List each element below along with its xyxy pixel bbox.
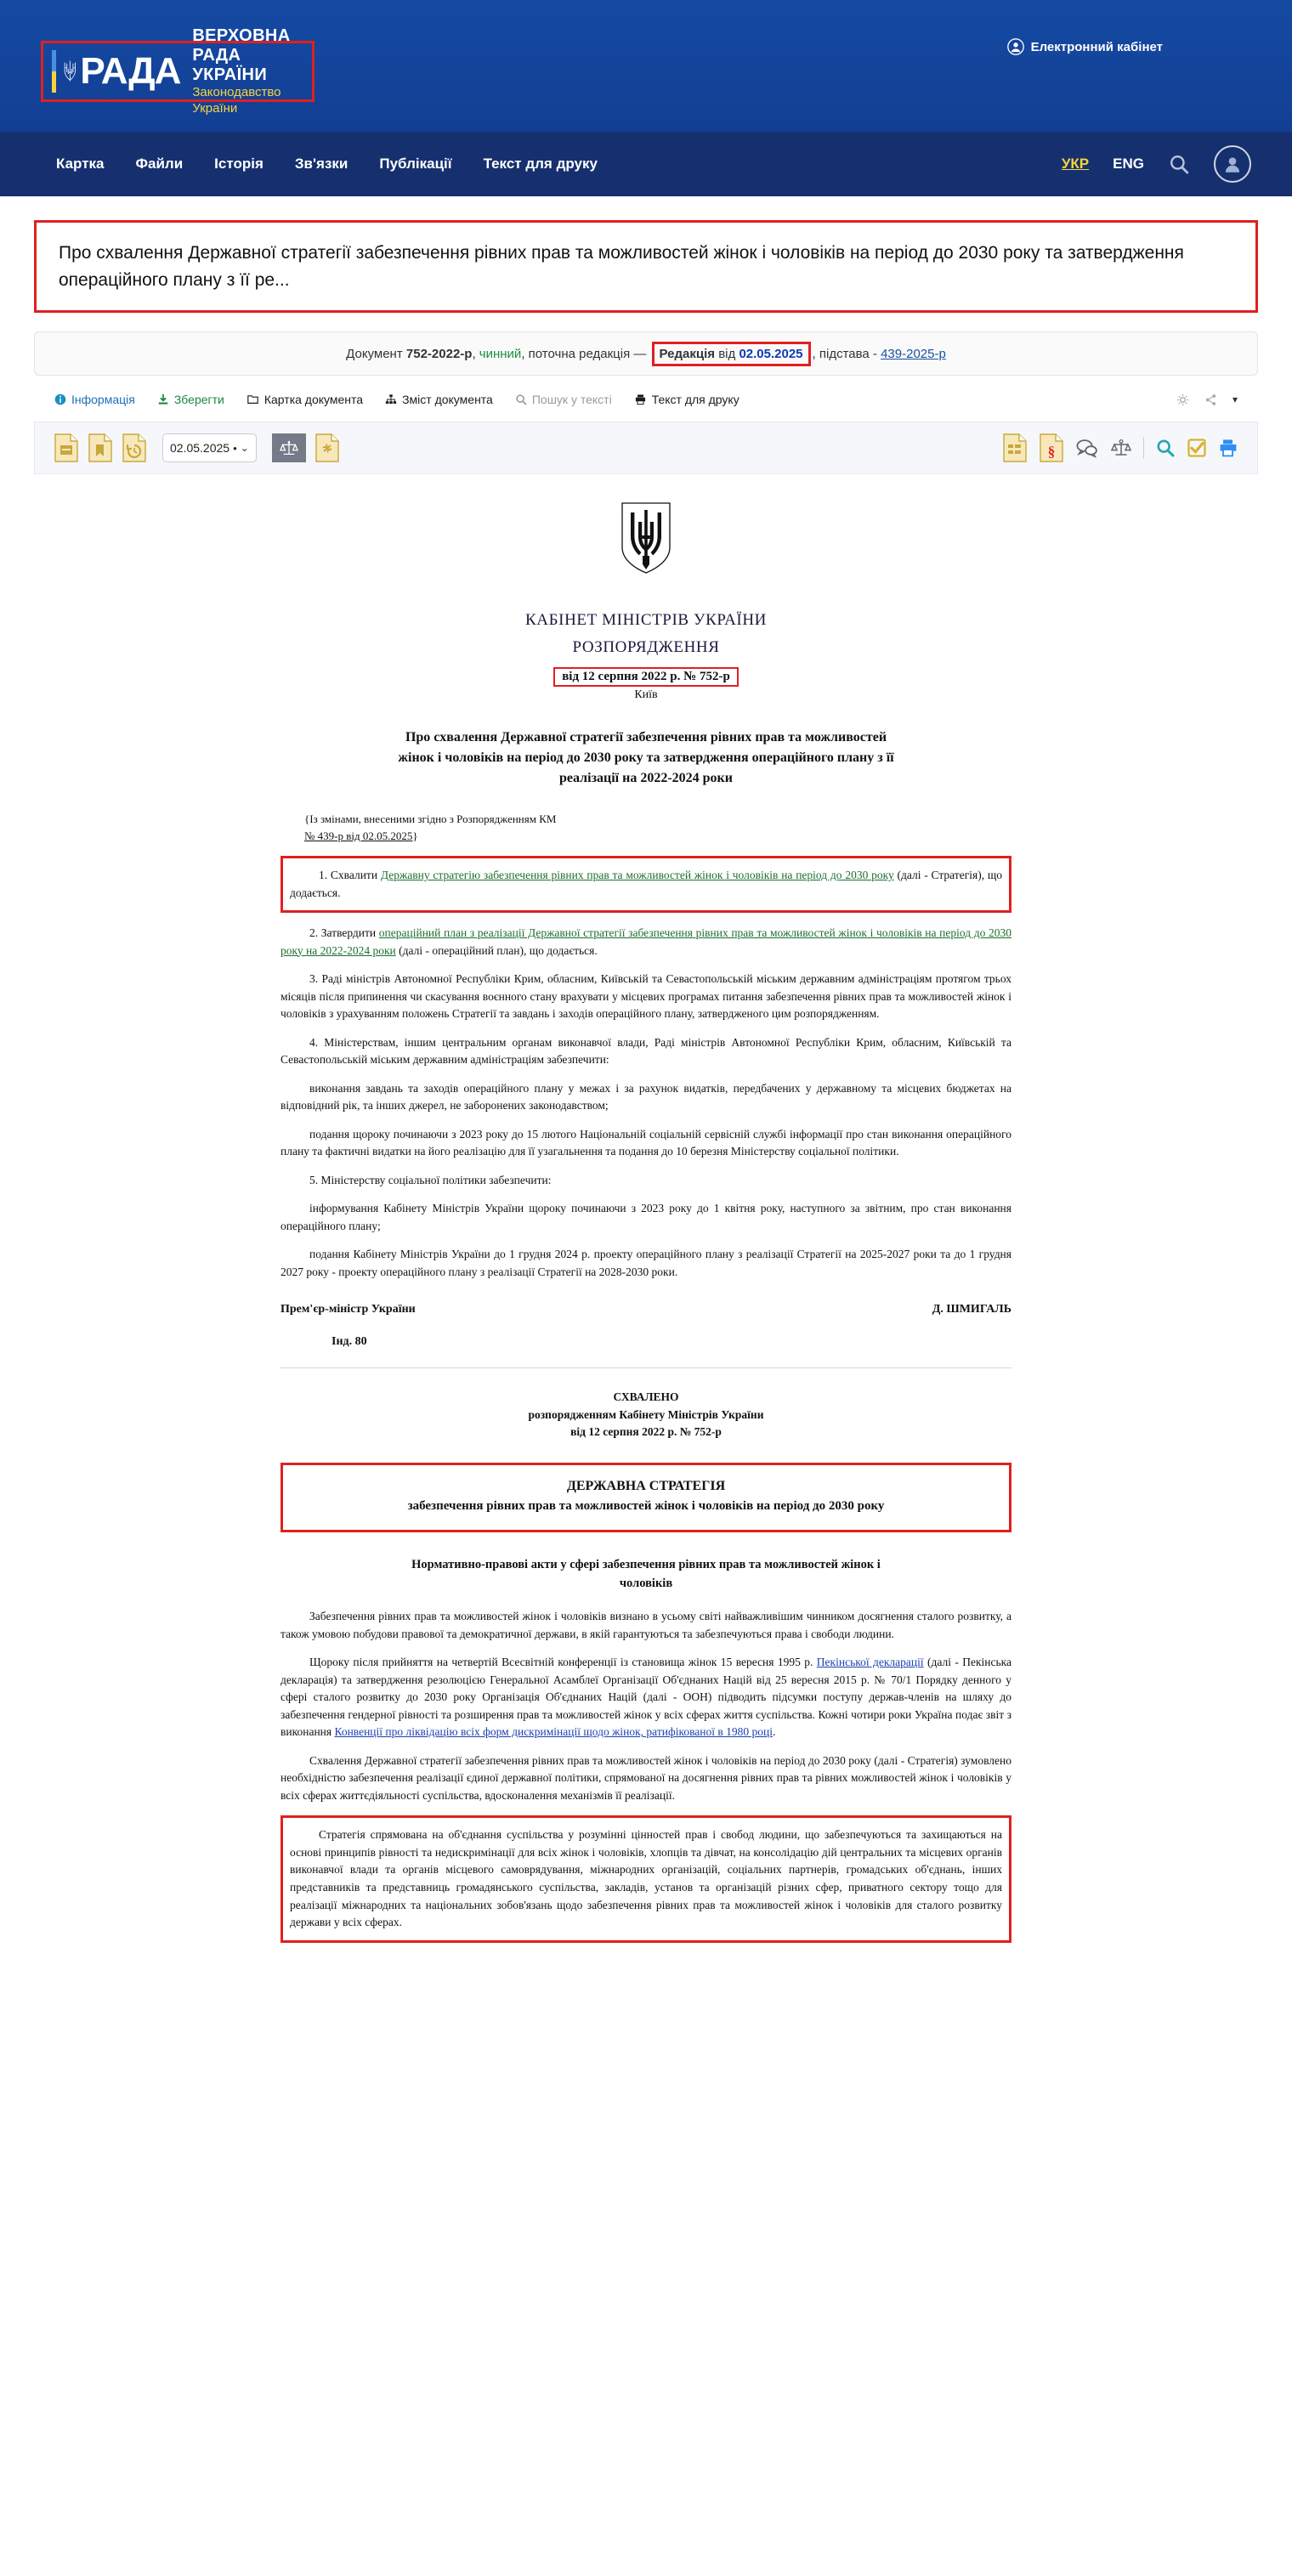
item-2-paragraph [280,925,1012,960]
tool-information-label: Інформація [71,393,135,406]
svg-text:§: § [1047,444,1056,460]
chevron-down-icon[interactable]: ▾ [1232,393,1238,405]
section-heading: Нормативно-правові акти у сфері забезпечення рівних прав та можливостей жінок і чоловіків [411,1557,881,1590]
tool-search-in-text-label: Пошук у тексті [531,393,612,406]
user-circle-icon [1007,38,1024,55]
history-doc-icon[interactable] [122,433,147,462]
convention-link[interactable]: Конвенції про ліквідацію всіх форм дискримінації щодо жінок, ратифікованої в 1980 році [334,1725,773,1739]
tool-document-card[interactable] [246,393,363,406]
beijing-declaration-link[interactable]: Пекінської декларації [816,1656,924,1669]
amendment-note [304,811,1012,844]
search-teal-icon[interactable] [1155,438,1176,458]
nav-links [56,156,598,173]
approval-block [382,1389,910,1441]
revision-date-value: 02.05.2025 [170,441,230,455]
nav-item-kartka[interactable]: Картка [56,156,105,172]
amendment-close: } [412,829,418,842]
item-4a-paragraph: виконання завдань та заходів операційного плану у межах і за рахунок видатків, передбачених у державному та місцевих бюджетах на відповідний рік, та інших джерел, не заборонених законодавством; [280,1081,1012,1112]
body-paragraph-3: Схвалення Державної стратегії забезпечення рівних прав та можливостей жінок і чоловіків на період до 2030 року (далі - Стратегія) зумовлено необхідністю забезпечення реалізації єдиної державної політики, спрямованої на досягнення рівних прав та рівних можливостей жінок і чоловіків у всіх сферах життєдіяльності суспільства, вдосконалення механізмів її реалізації. [280,1753,1012,1802]
strategy-title-line-2: забезпечення рівних прав та можливостей жінок і чоловіків на період до 2030 року [407,1499,885,1514]
body-paragraph-2 [280,1654,1012,1741]
item-3-paragraph: 3. Раді міністрів Автономної Республіки Крим, обласним, Київській та Севастопольській міським державним адміністраціям протягом трьох місяців після припинення чи скасування воєнного стану врахувати у місцевих програмах питання забезпечення рівних прав та можливостей жінок і чоловіків з урахуванням положень Стратегії та завдань і заходів операційного плану, затвердженого цим розпорядженням. [280,972,1012,1021]
tool-save[interactable] [157,393,224,406]
info-icon [54,393,66,405]
item-2-prefix: 2. Затвердити [309,926,379,940]
sitemap-icon [385,393,397,405]
item-2-suffix: (далі - операційний план), що додається. [395,943,598,957]
document-toolbar-right [1002,433,1238,462]
status-state: чинний [479,346,522,361]
index-number: Інд. 80 [332,1335,367,1349]
item-5a-paragraph: інформування Кабінету Міністрів України щороку починаючи з 2023 року до 1 квітня року, наступного за звітним, про стан виконання операційного плану; [280,1202,1012,1232]
tool-search-in-text[interactable] [515,393,612,406]
section-divider [280,1367,1012,1368]
redaction-mid: від [718,346,736,361]
item-1-prefix: 1. Схвалити [319,869,381,881]
document-heading: Про схвалення Державної стратегії забезпечення рівних прав та можливостей жінок і чоловіків на період до 2030 року та затвердження операційного плану з її реалізації на 2022-2024 роки [398,730,894,785]
approval-line-1: СХВАЛЕНО [613,1390,679,1404]
document-body [280,474,1012,1989]
ukraine-coat-of-arms-icon [620,501,672,575]
highlighted-strategy-title [280,1463,1012,1532]
nav-item-zviazky[interactable]: Зв'язки [294,156,348,172]
body-paragraph-1: Забезпечення рівних прав та можливостей жінок і чоловіків визнано в усьому світі найважливішим чинником досягнення сталого розвитку, а також умовою побудови правової та демократичної держави, в якій гарантуються та забезпечуються права і свободи людини. [280,1610,1012,1640]
document-toolbar [34,422,1258,474]
link-doc-icon[interactable] [314,433,340,462]
basis-label: підстава - [819,346,877,361]
document-type: РОЗПОРЯДЖЕННЯ [572,638,720,656]
redaction-date: 02.05.2025 [739,346,803,361]
comments-icon[interactable] [1075,438,1099,458]
scales-icon [280,439,298,457]
gear-icon[interactable] [1176,393,1189,406]
amendment-line1: {Із змінами, внесеними згідно з Розпорядженням КМ [304,812,557,825]
site-logo[interactable] [41,25,314,116]
nav-item-faily[interactable]: Файли [135,156,184,172]
nav-item-istoria[interactable]: Історія [214,156,264,172]
item-4-paragraph: 4. Міністерствам, іншим центральним органам виконавчої влади, Раді міністрів Автономної Республіки Крим, обласним, Київській та Севастопольській міським державним адміністраціям забезпечити: [280,1035,1012,1067]
tool-information[interactable] [54,393,135,406]
search-icon[interactable] [1168,153,1190,175]
issuing-authority: КАБІНЕТ МІНІСТРІВ УКРАЇНИ [525,611,767,629]
tool-row-right [1176,393,1238,406]
body-paragraph-2-part-a: Щороку після прийняття на четвертій Всесвітній конференції із становища жінок 15 вересня 1995 р. [309,1656,817,1669]
avatar-person-icon [1221,153,1244,175]
item-4b-paragraph: подання щороку починаючи з 2023 року до 15 лютого Національній соціальній сервісній службі інформації про стан виконання операційного плану та фактичні видатки на його реалізацію для її узагальнення та подання до 10 березня Міністерству соціальної політики. [280,1127,1012,1158]
compare-revisions-button[interactable] [272,433,306,462]
electronic-cabinet-label: Електронний кабінет [1030,39,1163,54]
signatory-name: Д. ШМИГАЛЬ [932,1303,1012,1316]
bookmark-doc-icon[interactable] [88,433,113,462]
tool-document-contents-label: Зміст документа [402,393,493,406]
document-date-number: від 12 серпня 2022 р. № 752-р [553,667,739,687]
toolbar-divider [1143,437,1144,459]
lang-switch-ukr[interactable]: УКР [1061,156,1090,172]
logo-word: РАДА [80,50,181,92]
revision-date-select[interactable] [162,433,257,462]
document-status-bar: Документ 752-2022-р , чинний , поточна редакція — Редакція від 02.05.2025 , підстава - 439-2025-р [34,331,1258,376]
tool-print-text[interactable] [634,393,740,406]
item-5-paragraph: 5. Міністерству соціальної політики забезпечити: [309,1173,552,1186]
nav-right-controls [1062,145,1251,183]
document-tools [34,376,1258,406]
lang-switch-eng[interactable]: ENG [1113,156,1144,172]
signature-row [280,1303,1012,1316]
ukraine-flag-bar-icon [52,50,56,93]
body-paragraph-2-part-c: . [772,1725,776,1739]
nav-item-publikacii[interactable]: Публікації [379,156,452,172]
electronic-cabinet-link[interactable] [1007,38,1163,55]
tool-print-text-label: Текст для друку [651,393,740,406]
highlighted-paragraph-4 [280,1815,1012,1942]
strategy-title-line-1: ДЕРЖАВНА СТРАТЕГІЯ [566,1479,726,1494]
item-1-paragraph [290,867,1002,902]
body-paragraph-4: Стратегія спрямована на об'єднання суспільства у розумінні цінностей прав і свобод людини, що забезпечуються та захищаються на основі принципів рівності та недискримінації для всіх жінок і чоловіків, хлопців та дівчат, на консолідацію дій центральних та місцевих органів виконавчої влади та органів місцевого самоврядування, міжнародних організацій, соціальних партнерів, громадських об'єднань, інших представників та представниць громадянського суспільства, закладів, установ та організацій різних сфер, приватного сектору тощо для реалізації міжнародних та національних зобов'язань щодо забезпечення рівних прав та можливостей жінок і чоловіків для сталого розвитку держави у всіх сферах. [290,1828,1002,1929]
document-city: Київ [634,688,658,701]
status-prefix: Документ [346,346,403,361]
avatar[interactable] [1214,145,1251,183]
item-1-suffix: (далі - Стратегія), що додається. [290,869,1002,899]
scales-grey-icon[interactable] [1110,438,1132,458]
search-icon [515,393,527,405]
check-yellow-icon[interactable] [1187,438,1207,458]
page-title: Про схвалення Державної стратегії забезпечення рівних прав та можливостей жінок і чоловіків на період до 2030 року та затвердження операційного плану з її ре... [34,220,1258,313]
coat-of-arms [280,501,1012,579]
tryzub-icon [61,48,79,95]
download-icon [157,393,169,405]
paragraph-doc-icon[interactable] [1039,433,1064,462]
site-title-secondary: Законодавство України [192,84,281,116]
main-navigation [0,132,1292,196]
body-paragraph-2-part-b: (далі - Пекінська декларація) та затвердження резолюцією Генеральної Асамблеї Організації Об'єднаних Націй від 25 вересня 2015 р. № 70/1 Порядку денного у сфері сталого розвитку до 2030 року Організація Об'єднаних Націй (далі - ООН) підводить підсумки поступу держав-членів на шляху до забезпечення гендерної рівності та розширення прав та можливостей жінок у всіх сферах життя суспільства. Кожні чотири роки Україна подає звіт з виконання [280,1656,1012,1739]
tool-save-label: Зберегти [173,393,224,406]
site-banner [0,0,1292,132]
print-icon [634,393,647,405]
item-5b-paragraph: подання Кабінету Міністрів України до 1 грудня 2024 р. проекту операційного плану з реалізації Стратегії на 2025-2027 роки та до 1 грудня 2027 року - проекту операційного плану з реалізації Стратегії на 2028-2030 роки. [280,1248,1012,1278]
revision-date-dot: • [233,441,237,455]
highlighted-item-1 [280,856,1012,913]
item-1-link[interactable]: Державну стратегію забезпечення рівних прав та можливостей жінок і чоловіків на період до 2030 року [380,869,894,881]
chevron-down-icon: ⌄ [240,442,249,454]
approval-line-3: від 12 серпня 2022 р. № 752-р [570,1424,722,1438]
tool-document-card-label: Картка документа [264,393,364,406]
status-document-number: 752-2022-р [405,346,473,361]
redaction-label: Редакція [659,346,716,361]
structure-doc-icon[interactable] [1002,433,1028,462]
nav-item-tekst-dlya-druku[interactable]: Текст для друку [483,156,598,172]
signatory-title: Прем'єр-міністр України [280,1303,416,1316]
site-title-primary: ВЕРХОВНА РАДА УКРАЇНИ [192,25,291,84]
tool-document-contents[interactable] [385,393,493,406]
archive-doc-icon[interactable] [54,433,79,462]
item-2-link[interactable]: операційний план з реалізації Державної стратегії забезпечення рівних прав та можливостей жінок і чоловіків на період до 2030 року на 2022-2024 роки [280,926,1012,957]
folder-icon [246,393,259,405]
amendment-link[interactable]: № 439-р від 02.05.2025 [304,829,413,842]
status-current-label: поточна редакція — [528,346,647,361]
approval-line-2: розпорядженням Кабінету Міністрів України [528,1407,764,1421]
print-blue-icon[interactable] [1218,438,1238,458]
share-icon[interactable] [1204,393,1217,406]
basis-link[interactable]: 439-2025-р [881,346,946,361]
redaction-highlight [652,342,811,366]
